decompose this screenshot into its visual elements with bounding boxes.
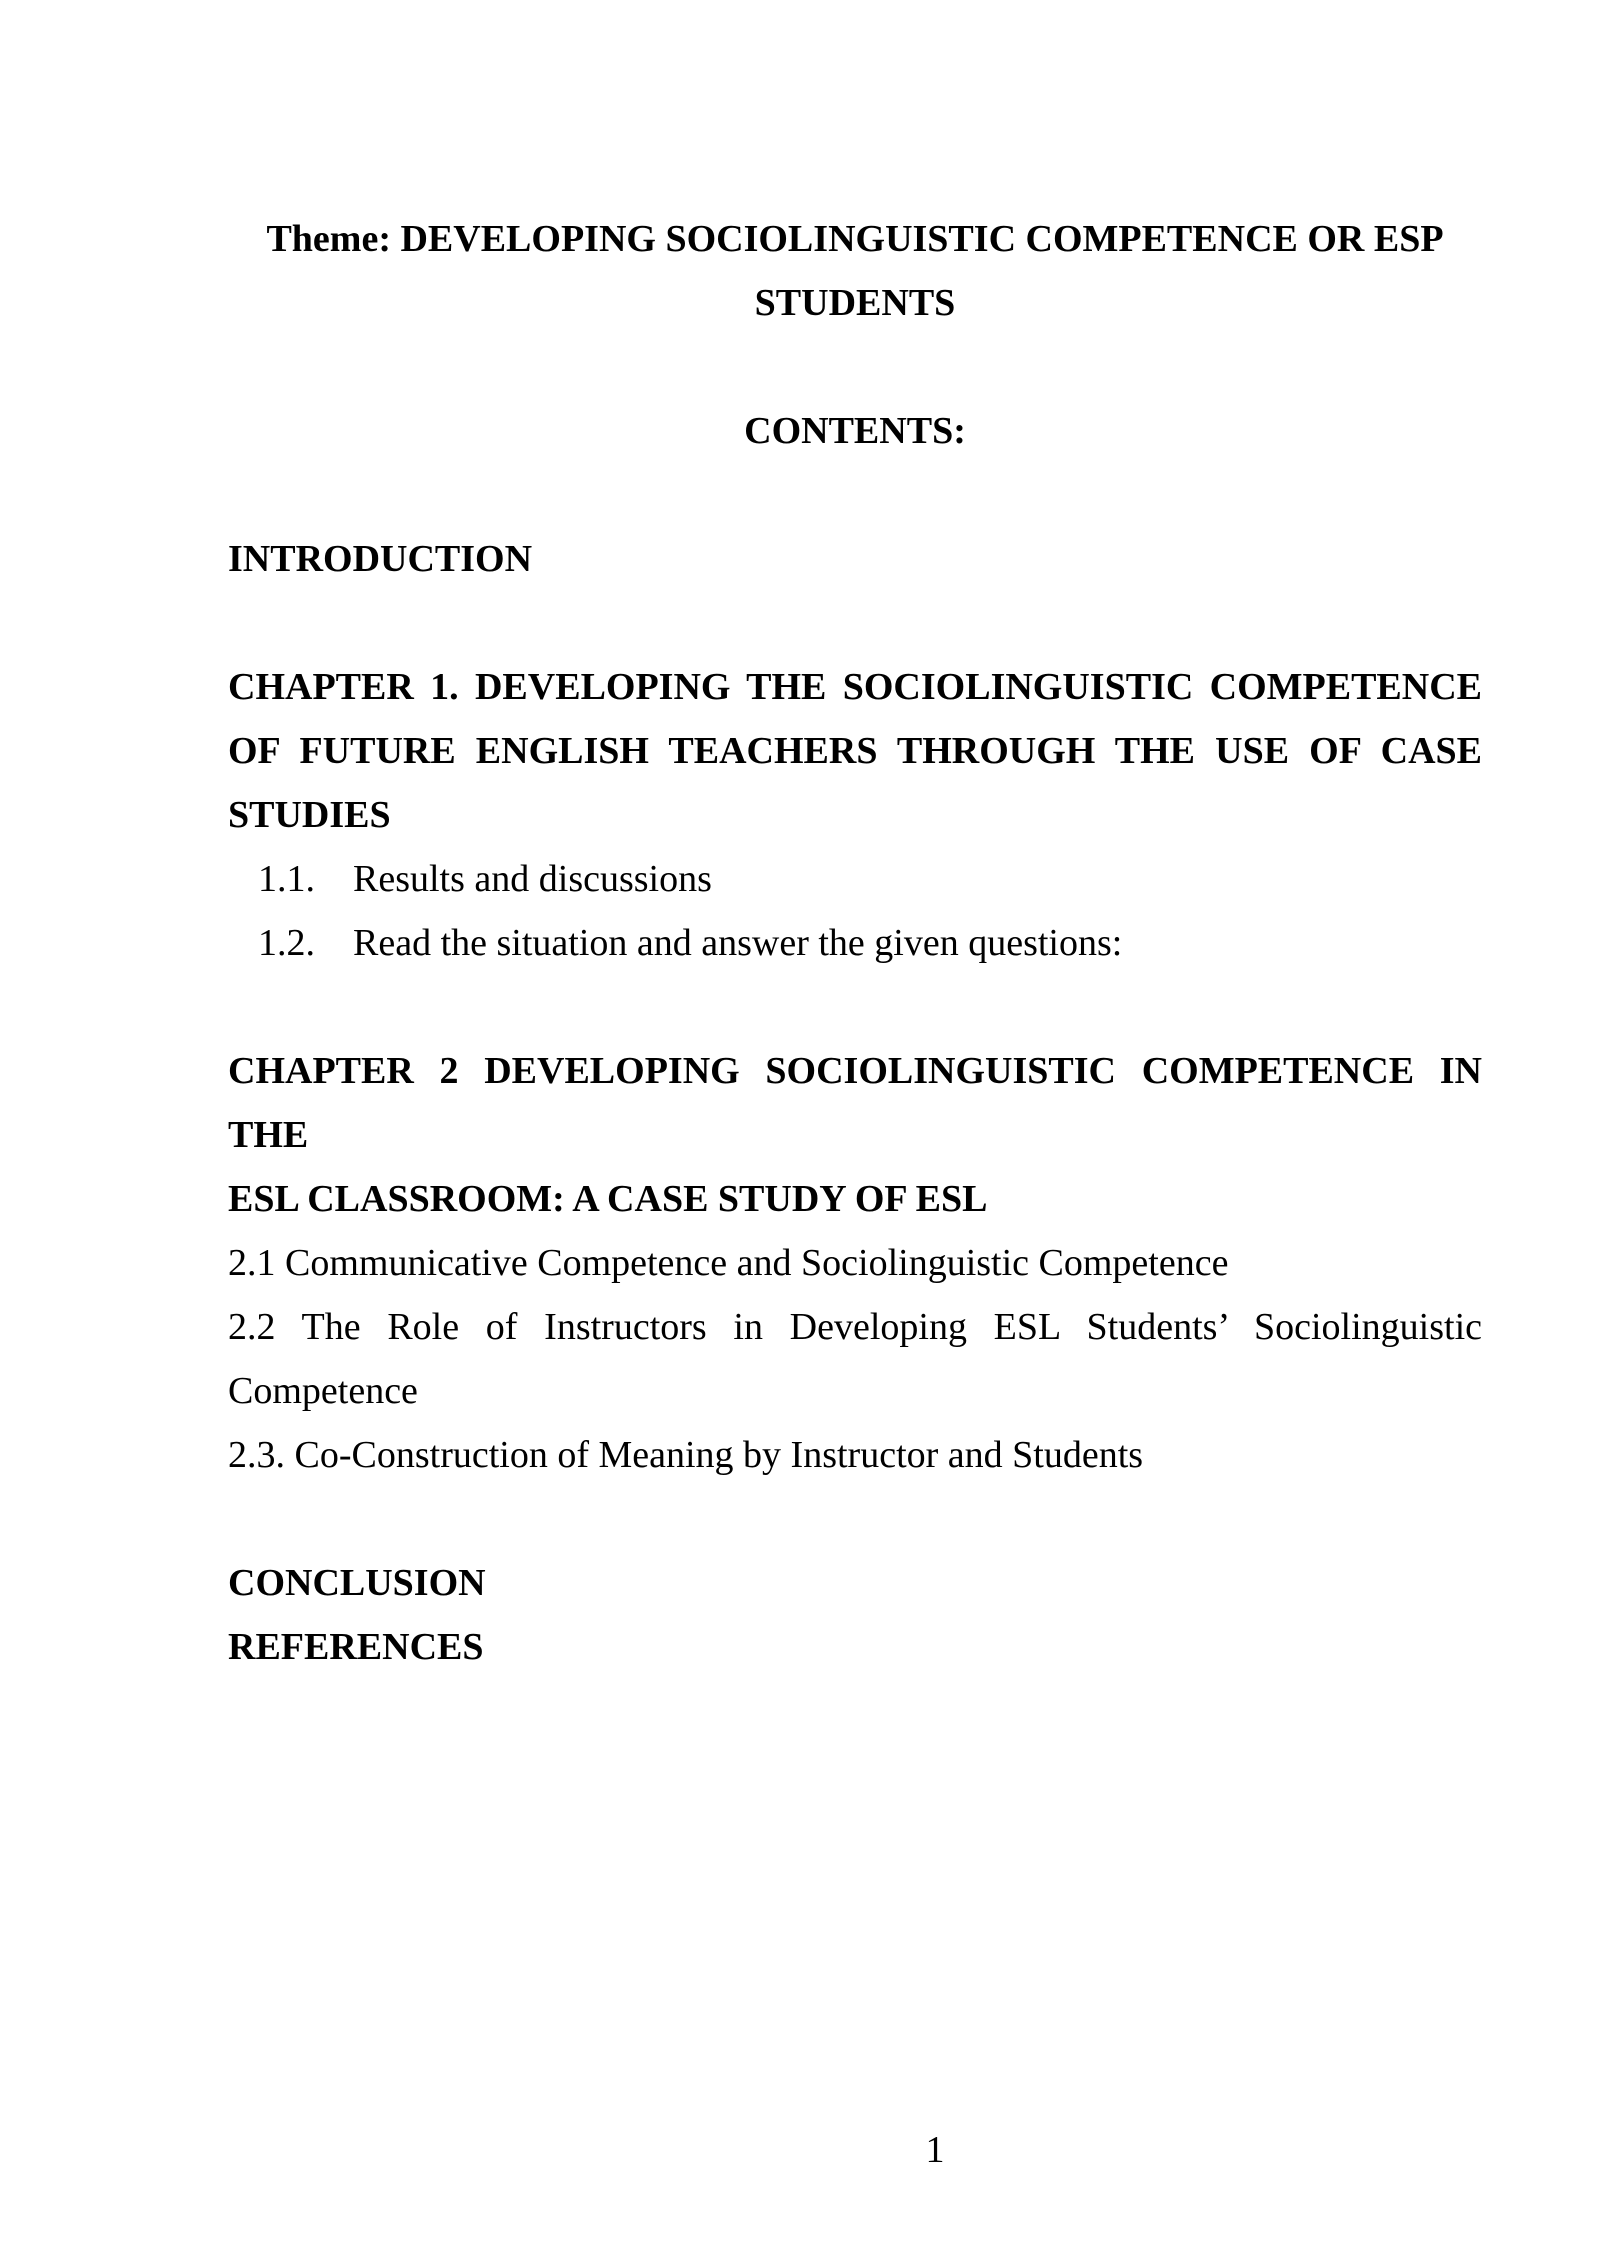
chapter2-heading-line-1: CHAPTER 2 DEVELOPING SOCIOLINGUISTIC COMPETENCE IN THE (228, 1050, 1482, 1156)
page-content (228, 207, 1482, 1679)
toc-item-2-3: 2.3. Co-Construction of Meaning by Instructor and Students (228, 1434, 1144, 1476)
toc-item-2-2-line-1: 2.2 The Role of Instructors in Developing ESL Students’ Sociolinguistic (228, 1306, 1482, 1348)
contents-heading: CONTENTS: (744, 410, 966, 452)
chapter1-heading-line-1: CHAPTER 1. DEVELOPING THE SOCIOLINGUISTIC COMPETENCE (228, 666, 1482, 708)
conclusion-heading: CONCLUSION (228, 1562, 486, 1604)
toc-item-2-1: 2.1 Communicative Competence and Sociolinguistic Competence (228, 1242, 1229, 1284)
chapter1-heading-line-3: STUDIES (228, 794, 391, 836)
introduction-heading: INTRODUCTION (228, 538, 533, 580)
toc-item-1-2-label: Read the situation and answer the given questions: (353, 922, 1123, 964)
toc-item-1-1-label: Results and discussions (353, 858, 712, 900)
chapter1-heading-line-2: OF FUTURE ENGLISH TEACHERS THROUGH THE USE OF CASE (228, 730, 1482, 772)
toc-item-2-2-line-2: Competence (228, 1370, 418, 1412)
document-title-line-1: Theme: DEVELOPING SOCIOLINGUISTIC COMPETENCE OR ESP (266, 218, 1444, 260)
toc-item-1-2-number: 1.2. (258, 922, 315, 964)
document-title-line-2: STUDENTS (754, 282, 956, 324)
page-number: 1 (925, 2129, 945, 2171)
chapter2-heading-line-2: ESL CLASSROOM: A CASE STUDY OF ESL (228, 1178, 988, 1220)
toc-item-1-2 (228, 911, 1482, 975)
toc-item-1-1-number: 1.1. (258, 858, 315, 900)
toc-item-1-1 (228, 847, 1482, 911)
references-heading: REFERENCES (228, 1626, 484, 1668)
